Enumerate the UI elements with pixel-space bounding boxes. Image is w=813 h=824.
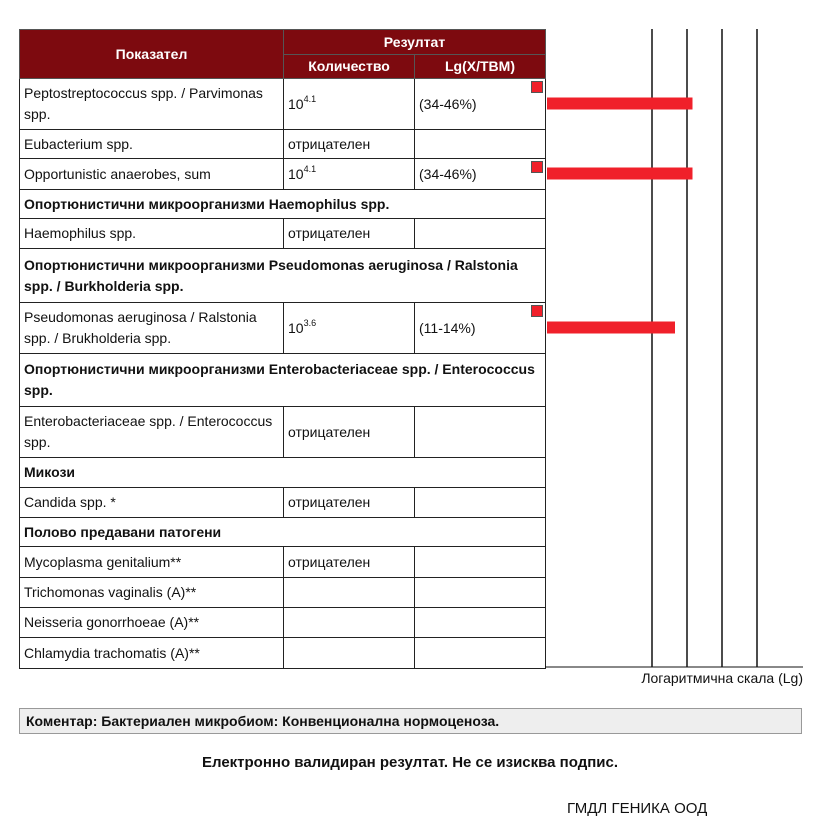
indicator-cell: Peptostreptococcus spp. / Parvimonas spp. <box>20 79 284 130</box>
header-lg: Lg(X/ТВМ) <box>415 55 546 79</box>
quantity-cell <box>284 638 415 669</box>
section-row <box>20 354 546 407</box>
indicator-cell: Enterobacteriaceae spp. / Enterococcus spp. <box>20 407 284 458</box>
quantity-exponent: 4.1 <box>303 163 317 174</box>
quantity-cell: отрицателен <box>284 407 415 458</box>
quantity-cell <box>284 578 415 608</box>
comment-box: Коментар: Бактериален микробиом: Конвенционална нормоценоза. <box>19 708 802 734</box>
section-title: Микози <box>20 458 546 488</box>
indicator-cell: Candida spp. * <box>20 488 284 518</box>
lg-range: (34-46%) <box>419 95 477 112</box>
validation-note: Електронно валидиран резултат. Не се изисква подпис. <box>201 754 619 771</box>
lg-range: (34-46%) <box>419 165 477 182</box>
quantity-base: 10 <box>288 319 304 336</box>
header-indicator: Показател <box>20 30 284 79</box>
table-row <box>20 547 546 578</box>
lg-cell <box>415 303 546 354</box>
indicator-cell: Eubacterium spp. <box>20 130 284 159</box>
header-result: Резултат <box>284 30 546 55</box>
table-row <box>20 608 546 638</box>
lg-cell <box>415 219 546 249</box>
quantity-base: 10 <box>288 95 304 112</box>
section-title: Опортюнистични микроорганизми Haemophilus spp. <box>20 190 546 219</box>
quantity-exponent: 3.6 <box>303 317 317 328</box>
table-row <box>20 303 546 354</box>
section-row <box>20 458 546 488</box>
results-table <box>19 29 546 669</box>
header-quantity: Количество <box>284 55 415 79</box>
lg-bar <box>547 168 693 180</box>
lg-cell <box>415 159 546 190</box>
quantity-cell <box>284 79 415 130</box>
lg-cell <box>415 407 546 458</box>
table-row <box>20 159 546 190</box>
quantity-exponent: 4.1 <box>303 93 317 104</box>
section-row <box>20 190 546 219</box>
indicator-cell: Opportunistic anaerobes, sum <box>20 159 284 190</box>
quantity-cell: отрицателен <box>284 547 415 578</box>
table-row <box>20 130 546 159</box>
section-row <box>20 249 546 303</box>
section-row <box>20 518 546 547</box>
quantity-cell <box>284 608 415 638</box>
table-row <box>20 79 546 130</box>
section-title: Полово предавани патогени <box>20 518 546 547</box>
lg-bar <box>547 322 675 334</box>
lg-cell <box>415 578 546 608</box>
indicator-cell: Chlamydia trachomatis (A)** <box>20 638 284 669</box>
log-scale-chart <box>545 29 805 669</box>
indicator-cell: Mycoplasma genitalium** <box>20 547 284 578</box>
quantity-cell: отрицателен <box>284 488 415 518</box>
flag-marker-icon <box>531 81 543 93</box>
table-row <box>20 219 546 249</box>
quantity-cell <box>284 159 415 190</box>
table-row <box>20 488 546 518</box>
indicator-cell: Neisseria gonorrhoeae (A)** <box>20 608 284 638</box>
quantity-cell: отрицателен <box>284 130 415 159</box>
table-row <box>20 578 546 608</box>
lg-cell <box>415 79 546 130</box>
table-row <box>20 638 546 669</box>
lg-cell <box>415 130 546 159</box>
quantity-cell: отрицателен <box>284 219 415 249</box>
section-title: Опортюнистични микроорганизми Enterobacteriaceae spp. / Enterococcus spp. <box>20 354 546 407</box>
lg-cell <box>415 488 546 518</box>
flag-marker-icon <box>531 305 543 317</box>
lg-bar <box>547 98 693 110</box>
lg-cell <box>415 547 546 578</box>
scale-caption: Логаритмична скала (Lg) <box>641 670 803 686</box>
quantity-cell <box>284 303 415 354</box>
indicator-cell: Pseudomonas aeruginosa / Ralstonia spp. / Brukholderia spp. <box>20 303 284 354</box>
quantity-base: 10 <box>288 165 304 182</box>
section-title: Опортюнистични микроорганизми Pseudomonas aeruginosa / Ralstonia spp. / Burkholderia spp. <box>20 249 546 303</box>
flag-marker-icon <box>531 161 543 173</box>
lg-range: (11-14%) <box>419 319 476 336</box>
lg-cell <box>415 638 546 669</box>
indicator-cell: Trichomonas vaginalis (A)** <box>20 578 284 608</box>
indicator-cell: Haemophilus spp. <box>20 219 284 249</box>
lab-name: ГМДЛ ГЕНИКА ООД <box>567 800 708 817</box>
lg-cell <box>415 608 546 638</box>
table-row <box>20 407 546 458</box>
